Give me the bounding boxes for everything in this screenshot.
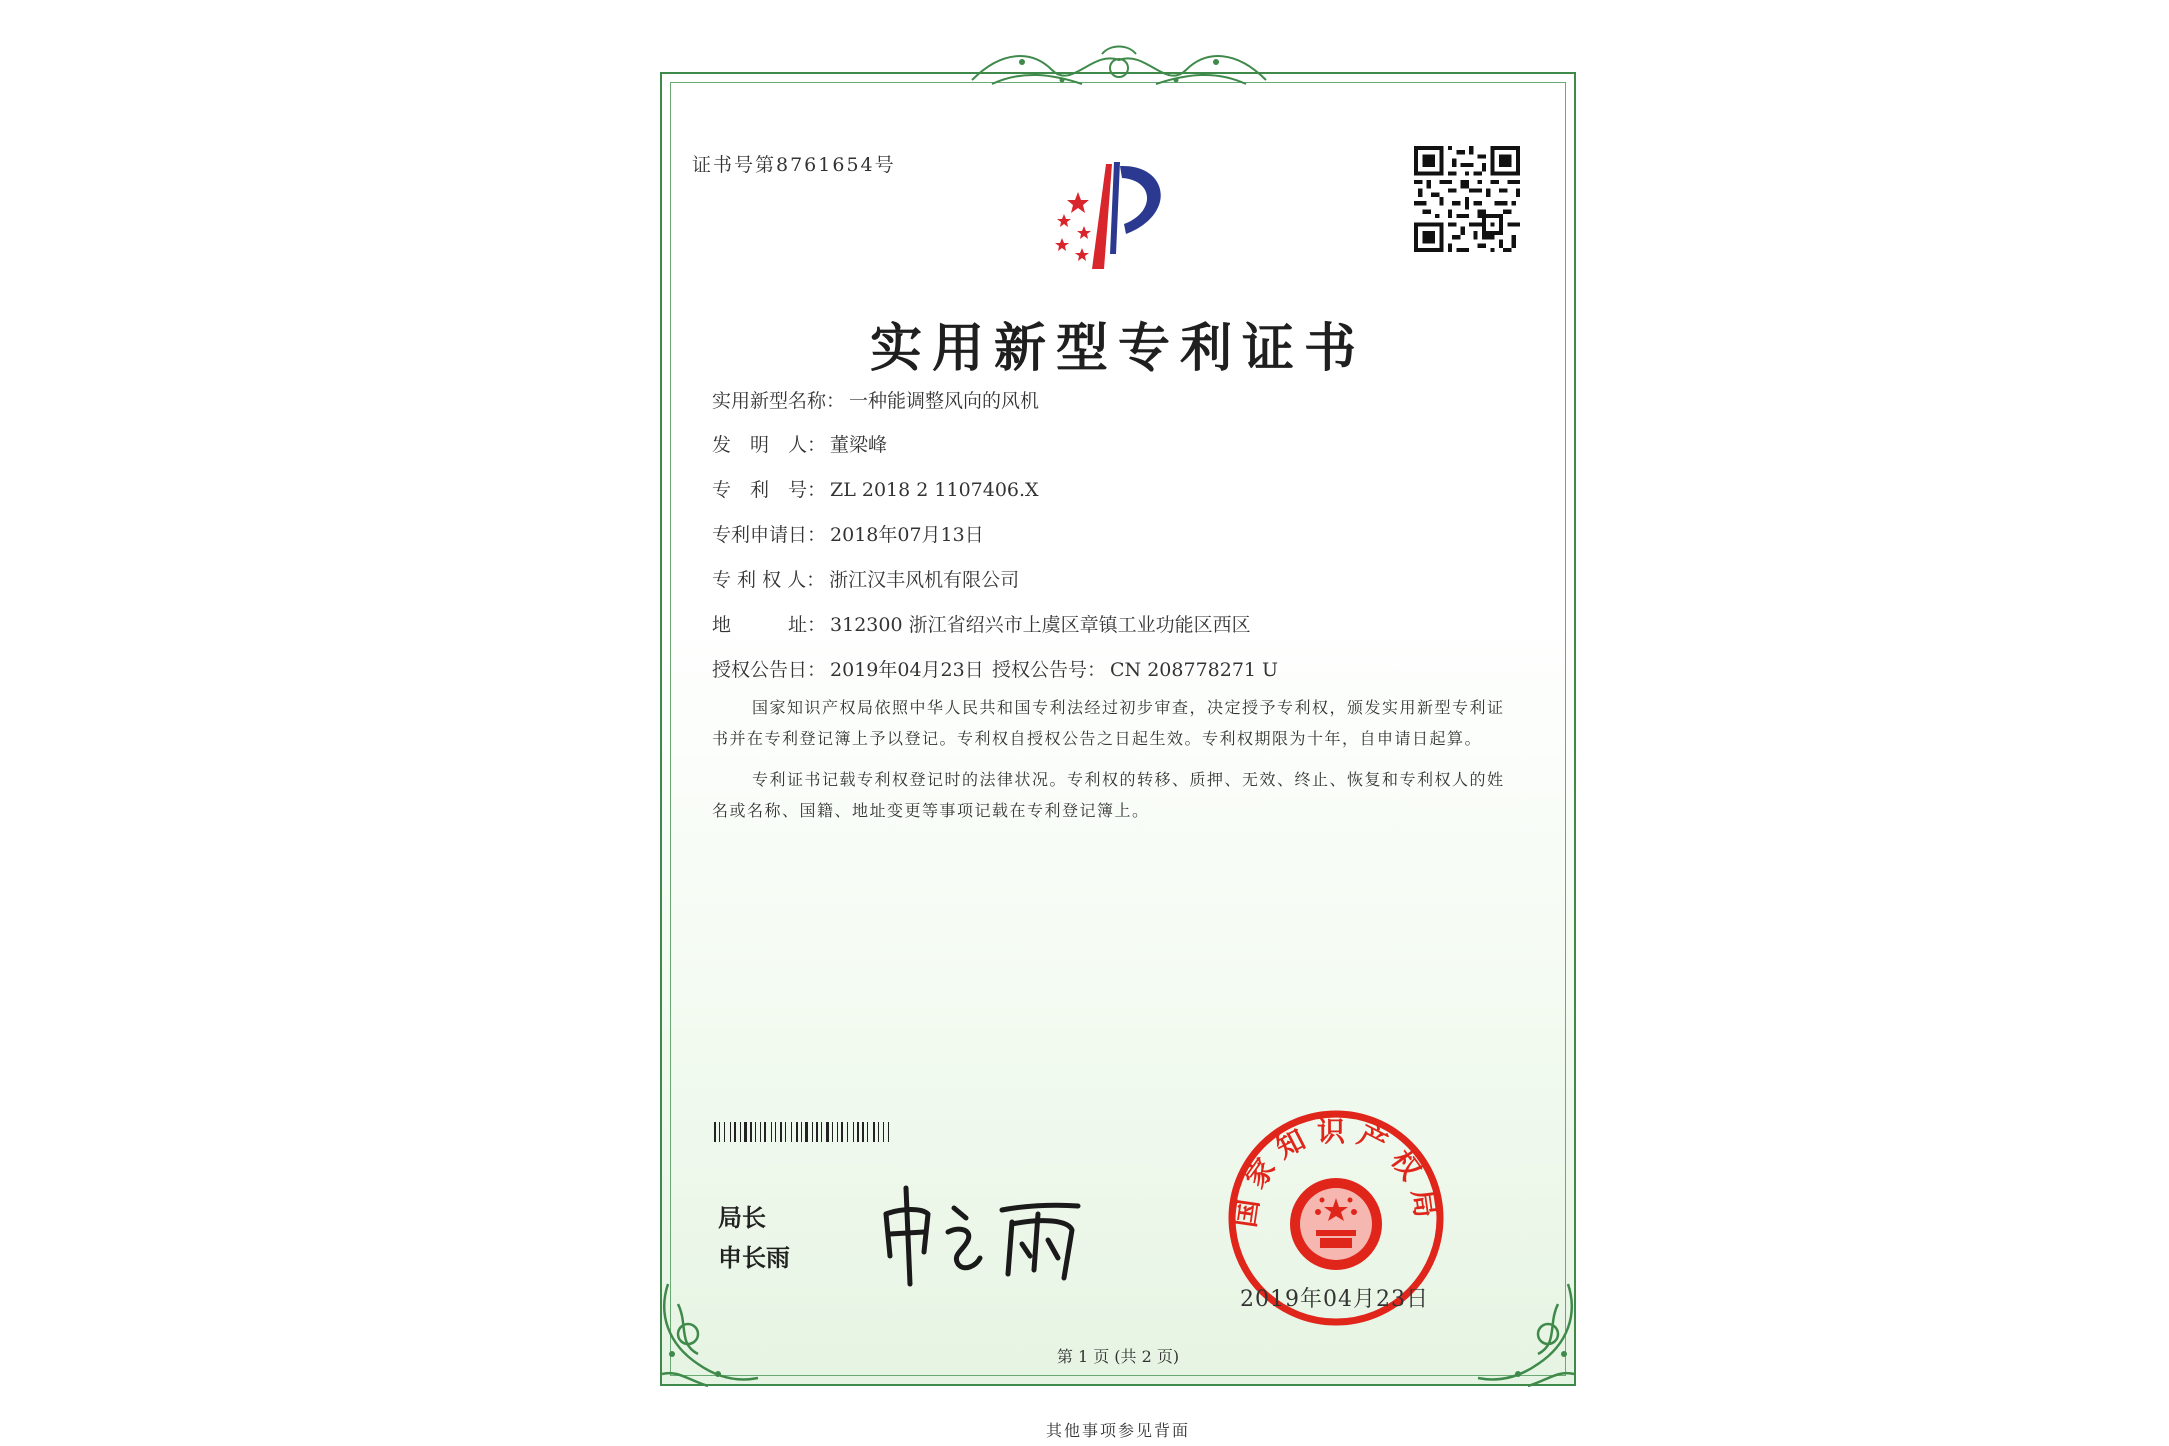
address-value: 312300 浙江省绍兴市上虞区章镇工业功能区西区	[830, 614, 1251, 636]
page-number: 第 1 页 (共 2 页)	[1056, 1347, 1180, 1366]
certificate-title: 实用新型专利证书	[869, 318, 1366, 379]
filing-date-row	[712, 520, 984, 547]
patent-number-label: 专 利 号：	[712, 479, 827, 501]
certificate-frame	[660, 72, 1576, 1386]
inventor-row	[712, 430, 887, 457]
cnipa-logo	[1038, 144, 1198, 274]
top-ornament	[962, 40, 1276, 100]
legal-status-paragraph: 专利证书记载专利权登记时的法律状况。专利权的转移、质押、无效、终止、恢复和专利权人的姓名或名称、国籍、地址变更等事项记载在专利登记簿上。	[712, 770, 1505, 820]
patent-number-value: ZL 2018 2 1107406.X	[830, 479, 1039, 501]
utility-model-name-label: 实用新型名称：	[712, 390, 846, 412]
seal-date: 2019年04月23日	[1240, 1287, 1429, 1312]
inventor-label: 发 明 人：	[712, 434, 827, 456]
director-signature	[872, 1174, 1102, 1294]
grant-number-value: CN 208778271 U	[1110, 659, 1279, 681]
back-note: 其他事项参见背面	[1045, 1421, 1190, 1440]
patentee-value: 浙江汉丰风机有限公司	[829, 569, 1020, 591]
seal-text: 国家知识产权局	[1228, 1115, 1444, 1230]
patent-number-row	[712, 475, 1039, 502]
bottom-right-ornament	[1468, 1274, 1588, 1394]
grant-number-label: 授权公告号：	[992, 659, 1107, 681]
address-label: 地 址：	[712, 614, 827, 636]
director-title: 局长	[718, 1204, 766, 1232]
patentee-row	[712, 565, 1019, 592]
director-name: 申长雨	[718, 1244, 790, 1272]
qr-code[interactable]	[1414, 146, 1520, 252]
grant-date-value: 2019年04月23日	[830, 659, 984, 681]
grant-date-label: 授权公告日：	[712, 659, 827, 681]
patentee-label: 专 利 权 人：	[712, 569, 826, 591]
inventor-value: 董梁峰	[830, 434, 888, 456]
utility-model-name-value: 一种能调整风向的风机	[849, 390, 1040, 412]
filing-date-value: 2018年07月13日	[830, 524, 984, 546]
grant-date-row	[712, 655, 984, 682]
utility-model-name-row	[712, 386, 1039, 413]
barcode	[714, 1122, 976, 1142]
filing-date-label: 专利申请日：	[712, 524, 827, 546]
bottom-left-ornament	[648, 1274, 768, 1394]
address-row	[712, 610, 1251, 637]
grant-number-row	[992, 655, 1278, 682]
grant-statement-paragraph: 国家知识产权局依照中华人民共和国专利法经过初步审查，决定授予专利权，颁发实用新型专利证书并在专利登记簿上予以登记。专利权自授权公告之日起生效。专利权期限为十年，自申请日起算。	[712, 698, 1505, 748]
certificate-number: 证书号第8761654号	[692, 154, 896, 176]
